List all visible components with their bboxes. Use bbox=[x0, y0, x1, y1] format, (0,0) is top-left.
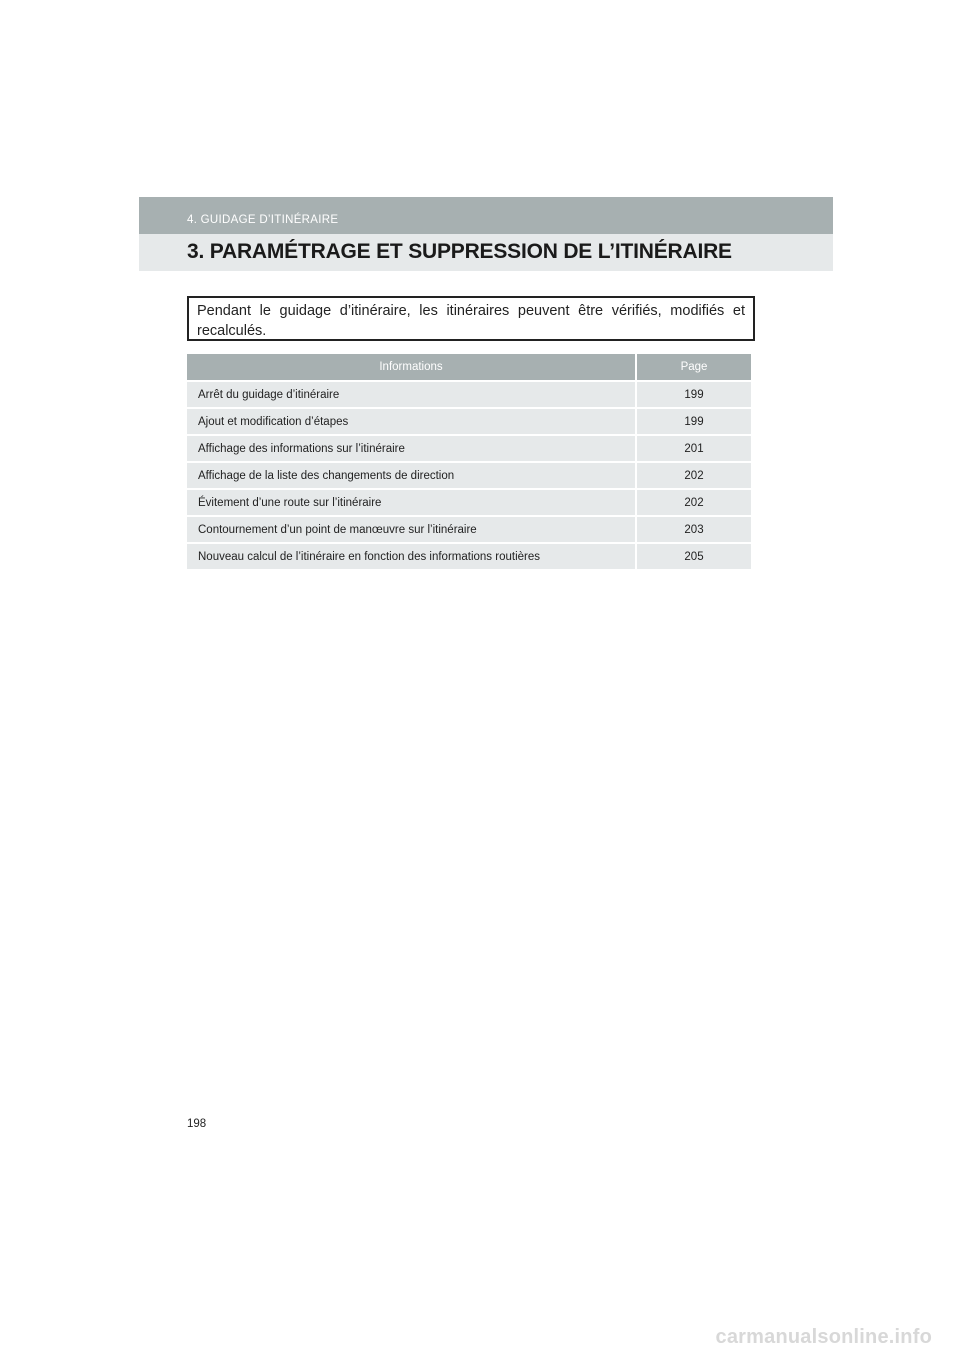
row-info: Arrêt du guidage d’itinéraire bbox=[187, 381, 636, 408]
table-row bbox=[187, 543, 751, 569]
page-title: 3. PARAMÉTRAGE ET SUPPRESSION DE L’ITINÉRAIRE bbox=[187, 240, 732, 263]
row-page: 203 bbox=[636, 516, 751, 543]
intro-box: Pendant le guidage d’itinéraire, les itinéraires peuvent être vérifiés, modifiés et recalculés. bbox=[187, 296, 755, 341]
row-page: 202 bbox=[636, 489, 751, 516]
row-page: 201 bbox=[636, 435, 751, 462]
section-label: 4. GUIDAGE D’ITINÉRAIRE bbox=[187, 214, 339, 226]
table-row bbox=[187, 408, 751, 435]
section-header bbox=[139, 197, 833, 234]
table-row bbox=[187, 489, 751, 516]
column-header-page: Page bbox=[636, 354, 751, 381]
table-row bbox=[187, 462, 751, 489]
page-number: 198 bbox=[187, 1118, 207, 1130]
row-info: Ajout et modification d’étapes bbox=[187, 408, 636, 435]
info-table bbox=[187, 354, 751, 569]
row-info: Affichage des informations sur l’itinéraire bbox=[187, 435, 636, 462]
row-page: 202 bbox=[636, 462, 751, 489]
table-header-row bbox=[187, 354, 751, 381]
table-row bbox=[187, 381, 751, 408]
table-row bbox=[187, 516, 751, 543]
row-info: Contournement d’un point de manœuvre sur l’itinéraire bbox=[187, 516, 636, 543]
row-info: Affichage de la liste des changements de direction bbox=[187, 462, 636, 489]
row-info: Évitement d’une route sur l’itinéraire bbox=[187, 489, 636, 516]
table-row bbox=[187, 435, 751, 462]
title-band bbox=[139, 234, 833, 271]
row-page: 199 bbox=[636, 408, 751, 435]
row-info: Nouveau calcul de l’itinéraire en fonction des informations routières bbox=[187, 543, 636, 569]
watermark: carmanualsonline.info bbox=[715, 1326, 932, 1348]
row-page: 199 bbox=[636, 381, 751, 408]
column-header-informations: Informations bbox=[187, 354, 636, 381]
row-page: 205 bbox=[636, 543, 751, 569]
